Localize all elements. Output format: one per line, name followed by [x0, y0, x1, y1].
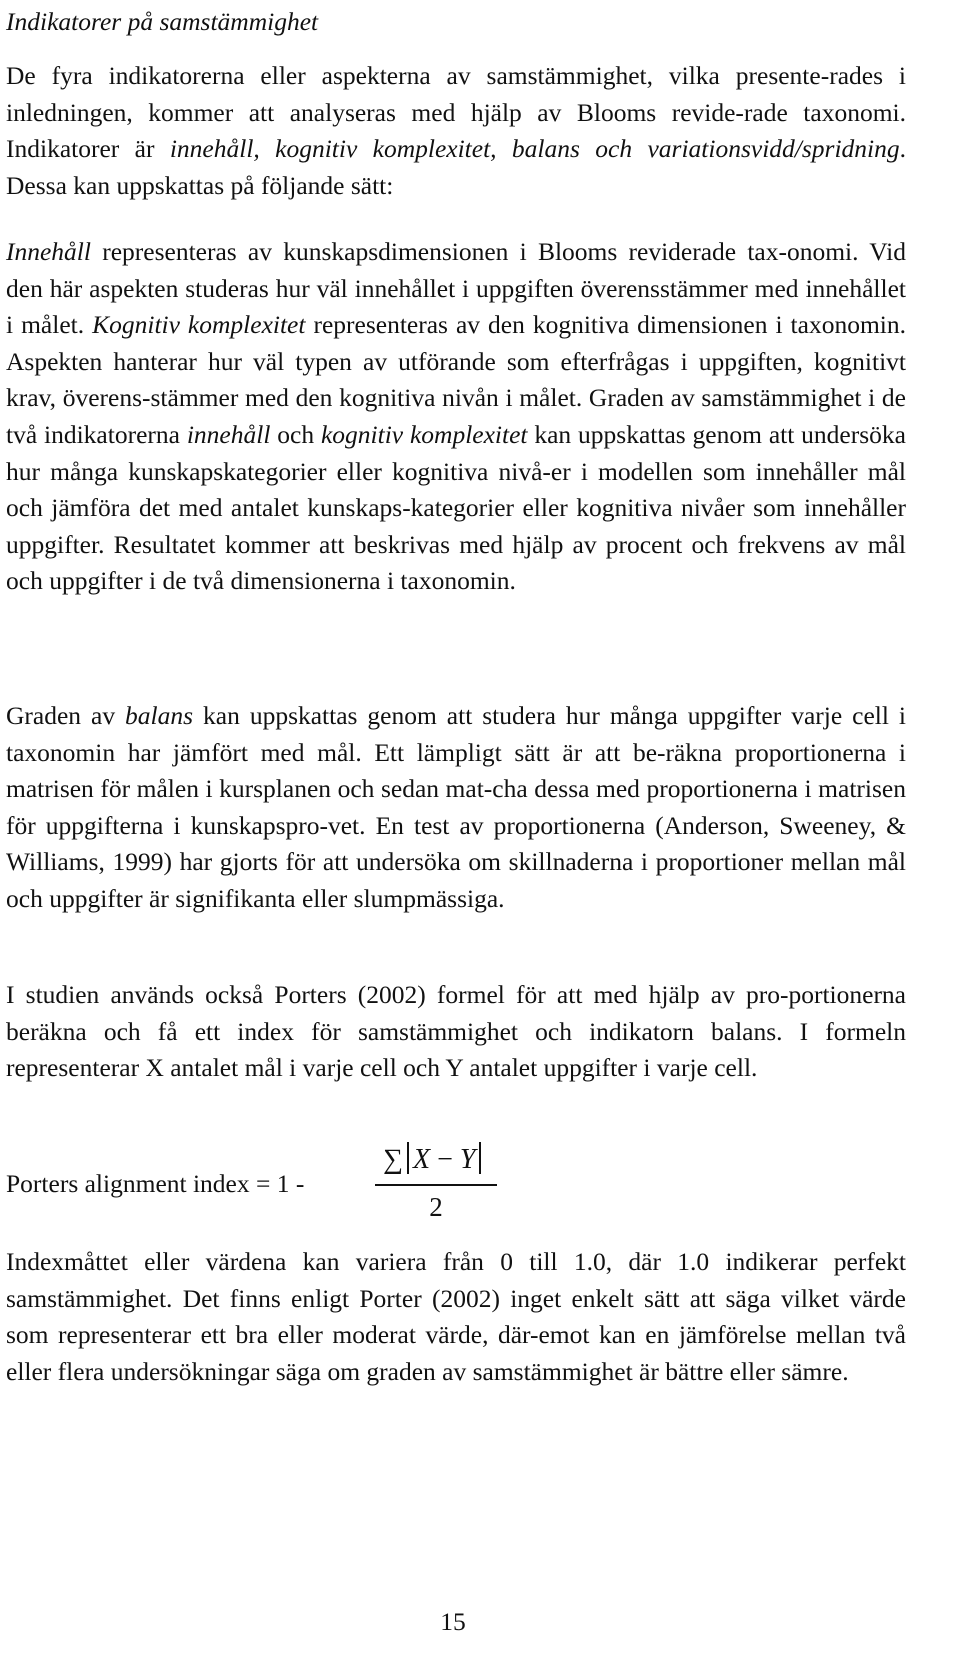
emphasis-text: innehåll, kognitiv komplexitet, balans och variationsvidd/spridning: [169, 134, 900, 164]
paragraph-intro: [6, 58, 906, 204]
fraction-line: [375, 1184, 497, 1186]
text-run: kan uppskattas genom att studera hur många uppgifter varje cell i taxonomin har jämfört med mål. Ett lämpligt sätt är att be-räkna proportionerna i matrisen för målen i kursplanen och sedan mat-cha dessa med proportionerna i matrisen för uppgifterna i kunskapspro-vet. En test av proportionerna (Anderson, Sweeney, & Williams, 1999) har gjorts för att undersöka om skillnaderna i proportioner mellan mål och uppgifter är signifikanta eller slumpmässiga.: [6, 701, 906, 913]
sigma-symbol: ∑: [383, 1144, 403, 1175]
formula-numerator: [383, 1142, 485, 1177]
text-run: . Dessa kan uppskattas på följande sätt:: [6, 134, 907, 200]
formula-fraction: [375, 1140, 497, 1230]
text-run: representeras av den kognitiva dimensionen i taxonomin. Aspekten hanterar hur väl typen av utförande som efterfrågas i uppgiften, kognitivt krav, överens-stämmer med den kognitiva nivån i målet. Graden av samstämmighet i de två indikatorerna: [6, 310, 906, 449]
text-run: Graden av: [6, 701, 126, 730]
text-run: representeras av kunskapsdimensionen i Blooms reviderade tax-onomi. Vid den här aspekten studeras hur väl innehållet i uppgiften överensstämmer med innehållet i målet.: [6, 237, 906, 340]
emphasis-text: Kognitiv komplexitet: [92, 310, 306, 340]
text-run: De fyra indikatorerna eller aspekterna av samstämmighet, vilka presente-rades i inledningen, kommer att analyseras med hjälp av Blooms revide-rade taxonomi. Indikatorer är: [6, 61, 906, 164]
porter-alignment-formula: [6, 1140, 906, 1230]
paragraph-content-complexity: [6, 234, 906, 600]
text-run: kan uppskattas genom att undersöka hur många kunskapskategorier eller kognitiva nivå-er i modellen som innehåller mål och jämföra det med antalet kunskaps-kategorier eller kognitiva nivåer som innehåller uppgifter. Resultatet kommer att beskrivas med hjälp av procent och frekvens av mål och uppgifter i de två dimensionerna i taxonomin.: [6, 419, 906, 596]
abs-bar-right: [479, 1142, 481, 1174]
emphasis-text: balans: [125, 701, 194, 730]
emphasis-text: innehåll: [186, 419, 271, 449]
variable-y: Y: [459, 1144, 476, 1175]
paragraph-index-interpretation: Indexmåttet eller värdena kan variera från 0 till 1.0, där 1.0 indikerar perfekt samstämmighet. Det finns enligt Porter (2002) inget enkelt sätt att säga vilket värde som representerar ett bra eller moderat värde, där-emot kan en jämförelse mellan två eller flera undersökningar säga om graden av samstämmighet är bättre eller sämre.: [6, 1247, 906, 1386]
emphasis-text: kognitiv komplexitet: [320, 419, 528, 449]
abs-bar-left: [407, 1142, 409, 1174]
variable-x: X: [412, 1144, 431, 1175]
paragraph-porter-formula: I studien används också Porters (2002) formel för att med hjälp av pro-portionerna beräkna och få ett index för samstämmighet och indikatorn balans. I formeln representerar X antalet mål i varje cell och Y antalet uppgifter i varje cell.: [6, 980, 906, 1083]
formula-denominator: 2: [429, 1192, 443, 1222]
emphasis-text: Innehåll: [6, 237, 91, 266]
page-number: 15: [440, 1607, 466, 1636]
paragraph-balance: [6, 698, 906, 918]
formula-lhs: Porters alignment index = 1 -: [6, 1169, 305, 1198]
minus-sign: −: [437, 1144, 453, 1175]
section-heading: Indikatorer på samstämmighet: [6, 7, 319, 36]
text-run: och: [270, 419, 321, 449]
